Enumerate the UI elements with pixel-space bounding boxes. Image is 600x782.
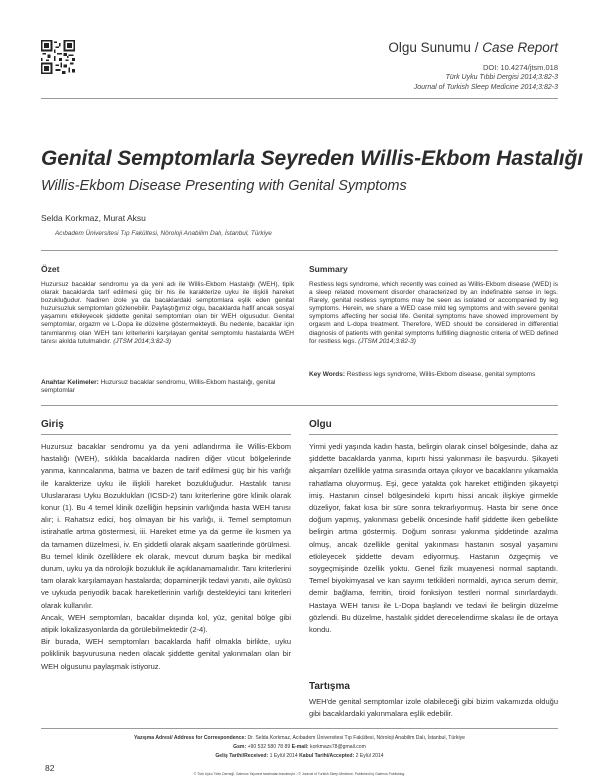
summary-keywords-label: Key Words:: [309, 371, 345, 378]
ozet-heading: Özet: [41, 264, 60, 274]
tel-text: +90 532 580 78 89: [246, 744, 292, 750]
header-rule: [41, 98, 558, 99]
giris-paragraph-3: Bir burada, WEH semptomları bacaklarda hafif olmakla birlikte, uyku poliklinik başvurusuna neden olacak şiddette genital yakınmaları olan bir WEH olgusunu paylaşmak istiyoruz.: [41, 637, 291, 671]
giris-text: [41, 441, 291, 673]
ozet-body: Huzursuz bacaklar sendromu ya da yeni adı ile Willis-Ekbom Hastalığı (WEH), tipik olarak bacaklarda tarif edilmesi güç bir his ile karakterize uyku ile ilişkili hareket bozukluğudur. Nadiren izole ya da bacaklardaki semptomlara eşlik eden genital huzursuzluk semptomları gözlenebilir. Paylaştığımız olgu, bacaklarda hafif ancak sosyal yaşamını etkileyecek şiddette genital semptomları olan bir WEH olgusudur. Genital semptomlar, orgazm ve L-Dopa ile düzelme göstermekteydi. Bu nedenle, bacaklar için tanımlanmış olan WEH tanı kriterlerini karşılayan genital semptomlu hastalarda WEH tanısı akılda tutulmalıdır.: [41, 281, 294, 345]
ozet-keywords-text: Huzursuz bacaklar sendromu, Willis-Ekbom hastalığı, genital semptomlar: [41, 379, 276, 395]
correspondence-address: [41, 735, 558, 741]
address-text: Dr. Selda Korkmaz, Acıbadem Üniversitesi Tıp Fakültesi, Nöroloji Anabilim Dalı, İstanbul, Türkiye: [246, 735, 465, 741]
article-type: [388, 40, 558, 55]
email-label: E-mail:: [291, 744, 309, 750]
title-english: Willis-Ekbom Disease Presenting with Genital Symptoms: [41, 178, 407, 194]
ozet-keywords: [41, 379, 294, 395]
summary-heading: Summary: [309, 264, 348, 274]
giris-heading: Giriş: [41, 419, 64, 430]
abstract-top-rule: [41, 250, 558, 251]
ozet-citation: (JTSM 2014;3:82-3): [113, 337, 172, 345]
received-label: Geliş Tarihi/Received:: [215, 753, 269, 759]
qr-code: [41, 40, 75, 74]
summary-citation: (JTSM 2014;3:82-3): [358, 337, 416, 345]
summary-keywords: [309, 371, 558, 379]
doi: DOI: 10.4274/jtsm.018: [482, 63, 558, 72]
olgu-paragraph-1: Yirmi yedi yaşında kadın hasta, belirgin olarak cinsel bölgesinde, daha az şiddette bacaklarda yanma, kıpırtı hissi yakınması ile başvurdu. Şikayeti akşamları özellikle yatma sırasında ortaya çıkıyor ve bacaklarını yıkamakla rahatlama oluyormuş. Eşi, gece yatakta çok hareket ettiğinden şikayetçi imiş. Hastanın cinsel bölgesindeki kıpırtı hissi ancak ilişkiye girmekle düzeliyor, fakat kısa bir süre sonra tekrarlıyormuş. Hasta bir sene önce doğum yapmış, yakınması gebelik öncesinde hafif şiddette iken gebelikte belirgin artma göstermiş. Doğum sonrası yakınma şiddetinde azalma olmuş, ancak özellikle genital yakınması hastanın sosyal yaşamını etkileyecek şiddette devam ediyormuş. Hastanın özgeçmiş ve soygeçmişinde özellik yoktu. Genel fizik muayenesi normal saptandı. Temel biyokimyasal ve kan sayımı tetkikleri normaldi, ayrıca serum demir, demir bağlama, ferritin, tiroid fonksiyon testleri normal sınırlardaydı. Hastaya WEH tanısı ile L-Dopa başlandı ve tedavi ile belirgin düzelme gözlendi. Bu düzelme, hastalık şiddet derecelendirme skalası ile de ortaya kondu.: [309, 442, 558, 635]
tartisma-heading: Tartışma: [309, 681, 350, 692]
authors: Selda Korkmaz, Murat Aksu: [41, 213, 146, 223]
summary-text: [309, 281, 558, 346]
tel-label: Gsm:: [233, 744, 247, 750]
giris-rule: [41, 434, 291, 435]
article-type-tr: Olgu Sunumu /: [388, 40, 483, 55]
ozet-text: [41, 281, 294, 346]
abstract-bottom-rule: [41, 405, 558, 406]
giris-paragraph-2: Ancak, WEH semptomları, bacaklar dışında kol, yüz, genital bölge gibi atipik lokalizasyonlarda da görülebilmektedir (2-4).: [41, 612, 291, 635]
tartisma-paragraph-1: WEH'de genital semptomlar izole olabileceği gibi bizim vakamızda olduğu gibi bacaklardaki yakınmalara eşlik edebilir.: [309, 697, 558, 719]
copyright: © Türk Uyku Tıbbı Derneği, Galenos Yayınevi tarafından basılmıştır. / © Journal of Turkish Sleep Medicine, Published by Galenos Publishing.: [193, 772, 406, 776]
dates-info: [41, 753, 558, 759]
journal-citation-en: Journal of Turkish Sleep Medicine 2014;3:82-3: [413, 83, 558, 91]
olgu-heading: Olgu: [309, 419, 332, 430]
affiliation: Acıbadem Üniversitesi Tıp Fakültesi, Nöroloji Anabilim Dalı, İstanbul, Türkiye: [55, 230, 272, 237]
received-date: 1 Eylül 2014: [268, 753, 300, 759]
ozet-keywords-label: Anahtar Kelimeler:: [41, 379, 99, 386]
summary-keywords-text: Restless legs syndrome, Willis-Ekbom disease, genital symptoms: [345, 371, 536, 378]
accepted-date: 2 Eylül 2014: [354, 753, 384, 759]
page-number: 82: [45, 763, 55, 773]
journal-citation-tr: Türk Uyku Tıbbi Dergisi 2014;3:82-3: [445, 74, 558, 81]
olgu-text: [309, 441, 558, 636]
address-label: Yazışma Adresi/ Address for Correspondence:: [134, 735, 247, 741]
title-turkish: Genital Semptomlarla Seyreden Willis-Ekbom Hastalığı: [41, 147, 583, 170]
article-type-en: Case Report: [482, 40, 558, 55]
email-text[interactable]: korkmazs78@gmail.com: [308, 744, 366, 750]
olgu-rule: [309, 434, 558, 435]
tartisma-text: [309, 696, 558, 720]
footer-rule: [41, 728, 558, 729]
giris-paragraph-1: Huzursuz bacaklar sendromu ya da yeni adlandırma ile Willis-Ekbom hastalığı (WEH), sıklıkla bacaklarda nadiren diğer vücut bölgelerinde yanma, karıncalanma, batma ve bazen de tarif edilmesi güç bir his varlığı ile karakterize uyku ile ilişkili hareket bozukluğudur. Hastalık tanısı Uluslararası Uyku Bozuklukları (ICSD-2) tanı kriterlerine göre klinik olarak konur (1). Bu 4 temel klinik özelliğin hepsinin varlığında hasta WEH tanısı alır; i. Rahatsız edici, hoş olmayan bir his varlığı, ii. Temel semptomun istirahatle artma göstermesi, iii. Hareket etme ya da germe ile kısmen ya da tamamen düzelmesi, iv. En şiddetli olarak akşam saatlerinde görülmesi. Bu temel klinik özelliklere ek olarak, mevcut durum başka bir medikal durum, uyku ya da nörolojik bozukluk ile açıklanamamalıdır. Tanı kriterlerini tam olarak karşılamayan hastalarda; dopaminerjik tedavi yanıtı, aile öyküsü ve uykuda periyodik bacak hareketlerinin varlığı destekleyici tanı kriterleri olarak kullanılır.: [41, 442, 291, 610]
accepted-label: Kabul Tarihi/Accepted:: [299, 753, 355, 759]
contact-info: [41, 744, 558, 750]
summary-body: Restless legs syndrome, which recently was coined as Willis-Ekbom disease (WED) is a sleep related movement disorder characterized by an indefinable sense in legs. Rarely, genital restless symptoms may be seen as isolated or accompanied by leg symptoms. Herein, we share a WED case mild leg symptoms and with severe genital symptoms affecting her social life. Genital symptoms have showed improvement by orgasm and L-dopa treatment. Therefore, WED should be considered in differential diagnosis of patients with genital symptoms fulfilling diagnostic criteria of WED defined for restless legs.: [309, 281, 558, 345]
